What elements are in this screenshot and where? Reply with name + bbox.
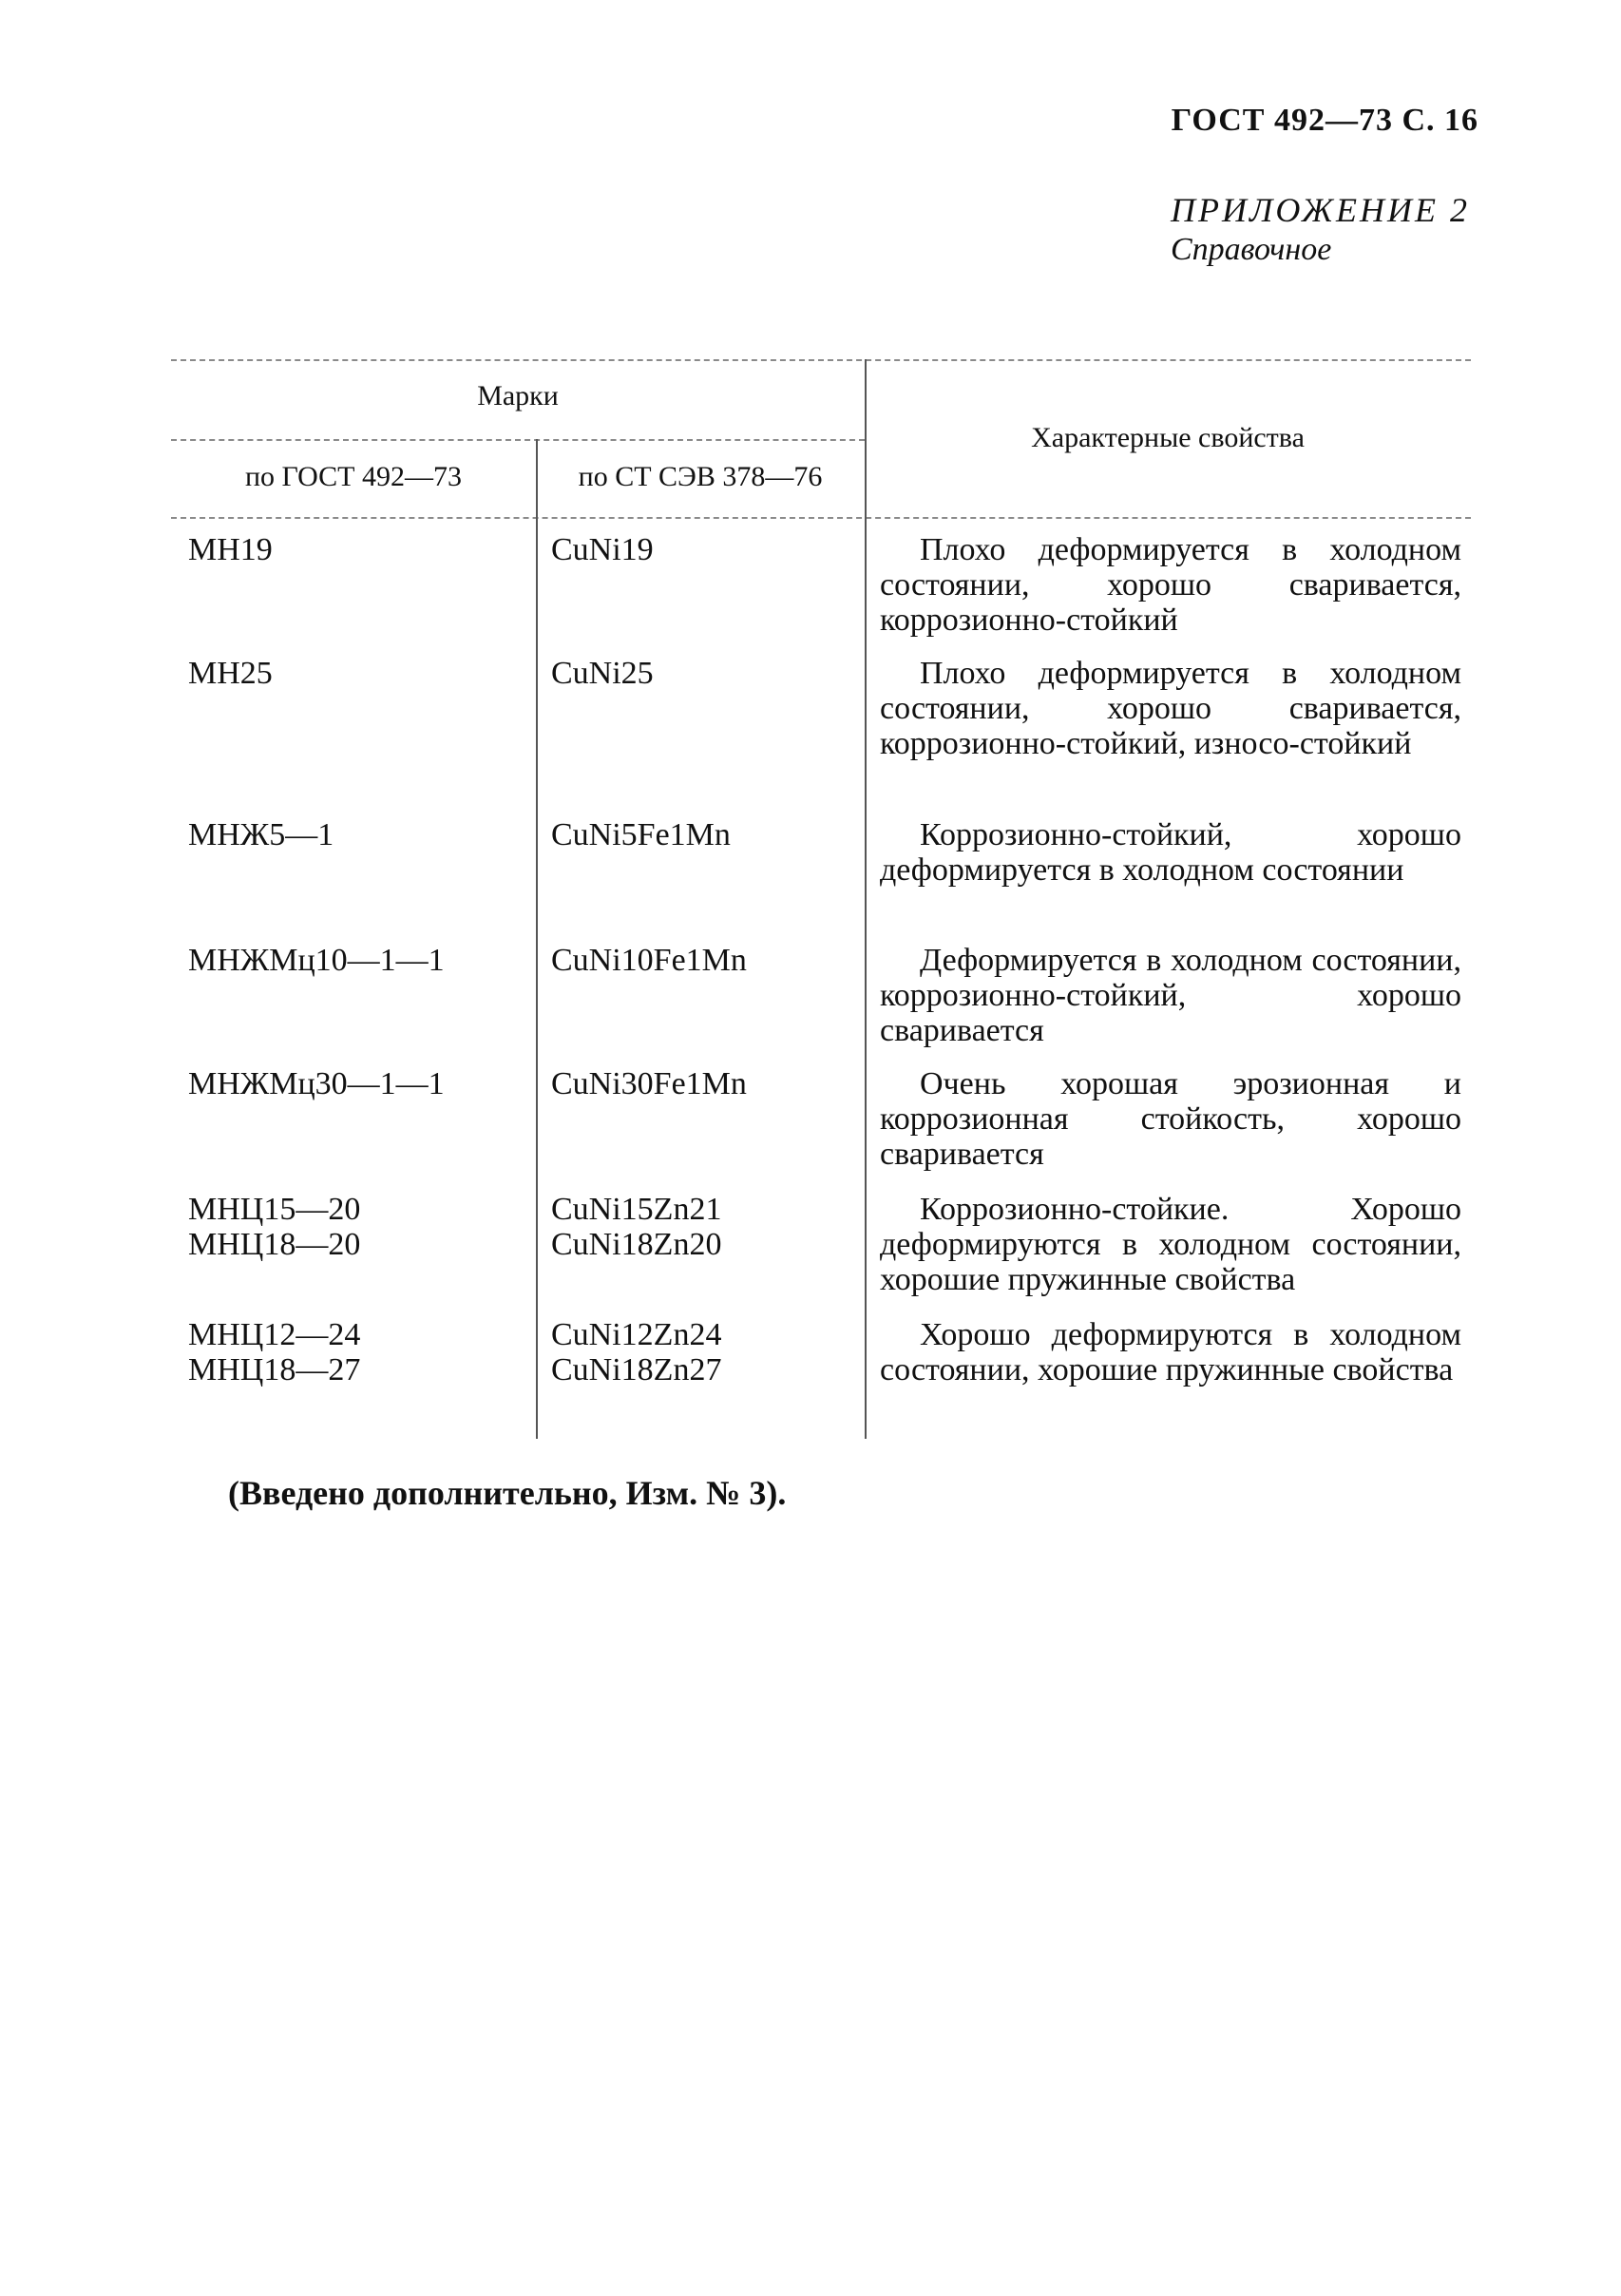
table-top-rule — [171, 359, 1471, 361]
grade-gost: МНЦ15—20 МНЦ18—20 — [188, 1192, 361, 1262]
appendix-subtitle: Справочное — [1171, 232, 1332, 267]
grade-sev: CuNi19 — [551, 532, 654, 567]
col1-header: по ГОСТ 492—73 — [244, 461, 463, 492]
grade-gost: МНЖМц30—1—1 — [188, 1066, 445, 1101]
grade-sev: CuNi25 — [551, 656, 654, 691]
grade-gost: МНЖ5—1 — [188, 817, 334, 852]
appendix-block — [1171, 190, 1470, 268]
body-col-divider-1 — [536, 517, 538, 1439]
grade-sev: CuNi12Zn24 CuNi18Zn27 — [551, 1317, 722, 1387]
col3-header: Характерные свойства — [1031, 422, 1305, 453]
col-divider-2 — [865, 359, 867, 1439]
grade-properties: Плохо деформируется в холодном состоянии, хорошо сваривается, коррозионно-стойкий, износо-стойкий — [880, 656, 1461, 761]
grade-gost: МН25 — [188, 656, 273, 691]
header-mid-rule — [171, 439, 865, 441]
grade-properties: Очень хорошая эрозионная и коррозионная стойкость, хорошо сваривается — [880, 1066, 1461, 1172]
grade-properties: Коррозионно-стойкий, хорошо деформируется в холодном состоянии — [880, 817, 1461, 888]
grade-gost: МН19 — [188, 532, 273, 567]
col2-header: по СТ СЭВ 378—76 — [578, 461, 823, 492]
grades-table — [171, 359, 1471, 1443]
grade-sev: CuNi15Zn21 CuNi18Zn20 — [551, 1192, 722, 1262]
appendix-title: ПРИЛОЖЕНИЕ 2 — [1171, 191, 1470, 229]
grade-sev: CuNi30Fe1Mn — [551, 1066, 747, 1101]
amendment-note: (Введено дополнительно, Изм. № 3). — [228, 1474, 787, 1512]
grade-properties: Деформируется в холодном состоянии, коррозионно-стойкий, хорошо сваривается — [880, 943, 1461, 1048]
grade-sev: CuNi10Fe1Mn — [551, 943, 747, 978]
grade-properties: Хорошо деформируются в холодном состоянии, хорошие пружинные свойства — [880, 1317, 1461, 1387]
group-header: Марки — [477, 380, 559, 411]
grade-gost: МНЦ12—24 МНЦ18—27 — [188, 1317, 361, 1387]
grade-properties: Плохо деформируется в холодном состоянии, хорошо сваривается, коррозионно-стойкий — [880, 532, 1461, 638]
grade-properties: Коррозионно-стойкие. Хорошо деформируются в холодном состоянии, хорошие пружинные свойства — [880, 1192, 1461, 1297]
grade-gost: МНЖМц10—1—1 — [188, 943, 445, 978]
grade-sev: CuNi5Fe1Mn — [551, 817, 731, 852]
page-header: ГОСТ 492—73 С. 16 — [1171, 103, 1478, 138]
header-bottom-rule — [171, 517, 1471, 519]
